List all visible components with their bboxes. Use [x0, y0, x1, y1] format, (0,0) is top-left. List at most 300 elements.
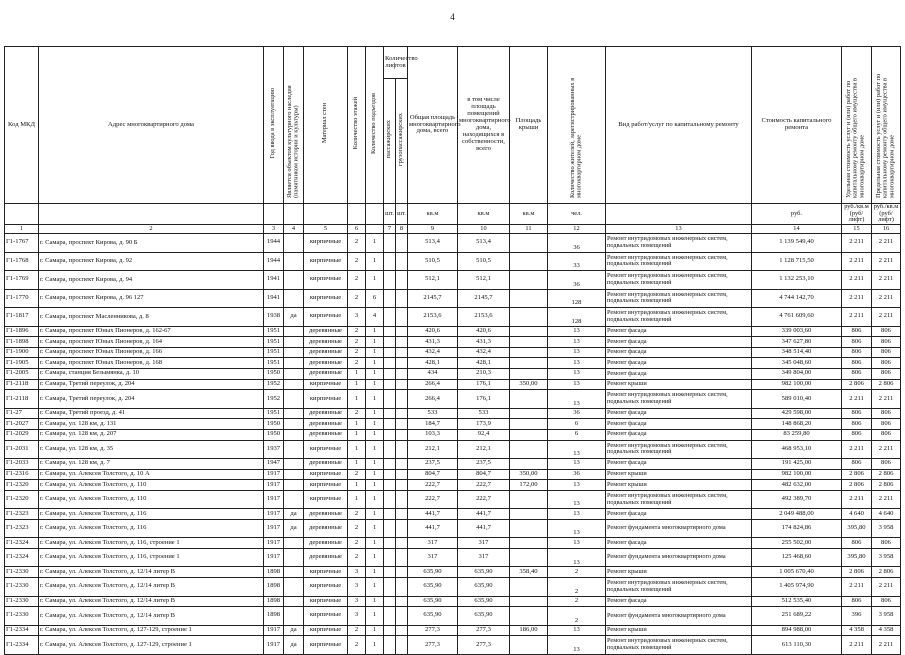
row-heritage [284, 358, 304, 369]
row-entrances: 1 [366, 234, 384, 253]
row-walls: кирпичные [304, 567, 348, 578]
row-total-area: 2145,7 [408, 289, 458, 308]
hdr-lifts-pass: пассажирских [384, 79, 396, 204]
row-heritage [284, 271, 304, 290]
row-heritage [284, 337, 304, 348]
row-walls: кирпичные [304, 480, 348, 491]
column-number: 3 [264, 225, 284, 234]
row-unit-cost: 2 806 [842, 469, 872, 480]
row-lifts-cargo [396, 509, 408, 520]
row-cost: 2 049 488,00 [752, 509, 842, 520]
row-max-cost: 2 211 [872, 490, 901, 509]
row-year: 1917 [264, 538, 284, 549]
row-lifts-cargo [396, 337, 408, 348]
row-unit-cost: 2 211 [842, 440, 872, 459]
row-residents: 13 [548, 440, 606, 459]
row-unit-cost: 395,80 [842, 519, 872, 538]
row-heritage [284, 469, 304, 480]
row-cost: 589 010,40 [752, 390, 842, 409]
row-max-cost: 2 211 [872, 308, 901, 327]
row-year: 1917 [264, 625, 284, 636]
unit-lifts-cargo: шт. [396, 204, 408, 225]
row-entrances: 1 [366, 429, 384, 440]
table-row [5, 347, 901, 358]
row-residents: 2 [548, 596, 606, 607]
row-floors: 1 [348, 480, 366, 491]
hdr-roof-area: Площадь крыши [510, 47, 548, 204]
row-code: Г1-1769 [5, 271, 39, 290]
row-lifts-pass [384, 625, 396, 636]
row-year: 1952 [264, 390, 284, 409]
row-cost: 349 804,00 [752, 369, 842, 380]
row-living-area: 176,1 [458, 390, 510, 409]
unit-cost: руб. [752, 204, 842, 225]
row-year: 1951 [264, 347, 284, 358]
table-row [5, 408, 901, 419]
row-address: г. Самара, ул. 128 км, д. 7 [39, 459, 264, 470]
table-row [5, 337, 901, 348]
row-cost: 348 514,40 [752, 347, 842, 358]
row-walls: кирпичные [304, 607, 348, 626]
row-entrances: 1 [366, 538, 384, 549]
row-total-area: 635,90 [408, 607, 458, 626]
row-lifts-pass [384, 369, 396, 380]
row-lifts-cargo [396, 469, 408, 480]
row-lifts-pass [384, 607, 396, 626]
row-address: г. Самара, ул. Алексея Толстого, д. 12/14 литер В [39, 578, 264, 597]
row-living-area: 222,7 [458, 490, 510, 509]
row-code: Г1-1768 [5, 252, 39, 271]
column-number: 11 [510, 225, 548, 234]
row-entrances: 1 [366, 369, 384, 380]
row-floors: 3 [348, 607, 366, 626]
table-row [5, 358, 901, 369]
row-max-cost: 3 958 [872, 519, 901, 538]
row-residents: 36 [548, 234, 606, 253]
row-max-cost: 2 806 [872, 379, 901, 390]
row-lifts-cargo [396, 519, 408, 538]
hdr-walls: Материал стен [304, 47, 348, 204]
row-living-area: 420,6 [458, 326, 510, 337]
table-row [5, 596, 901, 607]
row-address: г. Самара, ул. Алексея Толстого, д. 110 [39, 490, 264, 509]
row-roof-area [510, 538, 548, 549]
row-roof-area [510, 490, 548, 509]
row-max-cost: 806 [872, 337, 901, 348]
row-address: г. Самара, ул. Алексея Толстого, д. 116 [39, 519, 264, 538]
row-entrances: 1 [366, 379, 384, 390]
row-total-area: 635,90 [408, 567, 458, 578]
hdr-lifts-cargo: грузопассажирских [396, 79, 408, 204]
row-residents: 13 [548, 480, 606, 491]
row-heritage [284, 567, 304, 578]
row-cost: 339 003,60 [752, 326, 842, 337]
row-residents: 13 [548, 636, 606, 655]
column-number: 5 [304, 225, 348, 234]
row-lifts-cargo [396, 390, 408, 409]
row-total-area: 635,90 [408, 578, 458, 597]
row-year: 1952 [264, 379, 284, 390]
row-floors: 2 [348, 337, 366, 348]
row-walls: кирпичные [304, 308, 348, 327]
row-code: Г1-2033 [5, 459, 39, 470]
row-lifts-pass [384, 326, 396, 337]
row-residents: 36 [548, 469, 606, 480]
row-code: Г1-1900 [5, 347, 39, 358]
row-total-area: 804,7 [408, 469, 458, 480]
row-roof-area [510, 358, 548, 369]
row-year: 1944 [264, 252, 284, 271]
row-heritage [284, 234, 304, 253]
row-residents: 128 [548, 289, 606, 308]
row-unit-cost: 4 640 [842, 509, 872, 520]
table-row [5, 390, 901, 409]
row-lifts-pass [384, 337, 396, 348]
row-living-area: 212,1 [458, 440, 510, 459]
row-entrances: 1 [366, 419, 384, 430]
row-living-area: 277,3 [458, 636, 510, 655]
hdr-heritage: Является объектом культурного наследия (памятником истории и культуры) [284, 47, 304, 204]
row-residents: 13 [548, 459, 606, 470]
row-address: г. Самара, станция Безымянка, д. 10 [39, 369, 264, 380]
row-lifts-cargo [396, 578, 408, 597]
row-work-type: Ремонт внутридомовых инженерных систем, подвальных помещений [606, 440, 752, 459]
row-unit-cost: 2 211 [842, 234, 872, 253]
row-roof-area [510, 548, 548, 567]
row-residents: 13 [548, 326, 606, 337]
row-unit-cost: 396 [842, 607, 872, 626]
row-cost: 429 598,00 [752, 408, 842, 419]
row-living-area: 277,3 [458, 625, 510, 636]
row-work-type: Ремонт внутридомовых инженерных систем, подвальных помещений [606, 308, 752, 327]
row-entrances: 1 [366, 596, 384, 607]
table-row [5, 379, 901, 390]
row-cost: 345 048,60 [752, 358, 842, 369]
row-address: г. Самара, ул. 128 км, д. 207 [39, 429, 264, 440]
row-lifts-cargo [396, 538, 408, 549]
row-lifts-cargo [396, 625, 408, 636]
row-floors: 1 [348, 440, 366, 459]
row-walls: деревянные [304, 347, 348, 358]
row-cost: 512 535,40 [752, 596, 842, 607]
row-living-area: 441,7 [458, 509, 510, 520]
row-walls: деревянные [304, 548, 348, 567]
row-living-area: 635,90 [458, 596, 510, 607]
row-roof-area [510, 636, 548, 655]
row-year: 1917 [264, 490, 284, 509]
row-heritage [284, 369, 304, 380]
row-max-cost: 2 806 [872, 567, 901, 578]
row-floors: 2 [348, 408, 366, 419]
row-roof-area [510, 408, 548, 419]
row-code: Г1-1767 [5, 234, 39, 253]
row-year: 1950 [264, 419, 284, 430]
row-walls: деревянные [304, 358, 348, 369]
unit-roof-area: кв.м [510, 204, 548, 225]
row-lifts-cargo [396, 429, 408, 440]
row-max-cost: 806 [872, 459, 901, 470]
row-total-area: 441,7 [408, 519, 458, 538]
row-floors: 2 [348, 252, 366, 271]
row-living-area: 510,5 [458, 252, 510, 271]
row-code: Г1-2324 [5, 548, 39, 567]
hdr-total-area: Общая площадь многоквартирного дома, всего [408, 47, 458, 204]
row-total-area: 533 [408, 408, 458, 419]
row-year: 1898 [264, 567, 284, 578]
row-year: 1898 [264, 607, 284, 626]
row-cost: 347 627,80 [752, 337, 842, 348]
row-total-area: 441,7 [408, 509, 458, 520]
row-work-type: Ремонт фасада [606, 459, 752, 470]
row-year: 1917 [264, 469, 284, 480]
row-max-cost: 2 211 [872, 271, 901, 290]
row-roof-area [510, 308, 548, 327]
row-unit-cost: 395,80 [842, 548, 872, 567]
row-max-cost: 2 211 [872, 440, 901, 459]
row-lifts-pass [384, 252, 396, 271]
row-address: г. Самара, Третий переулок, д. 204 [39, 379, 264, 390]
row-cost: 174 824,86 [752, 519, 842, 538]
row-address: г. Самара, проспект Кирова, д. 94 [39, 271, 264, 290]
row-floors: 2 [348, 538, 366, 549]
row-unit-cost: 2 211 [842, 289, 872, 308]
row-heritage [284, 578, 304, 597]
row-walls: кирпичные [304, 379, 348, 390]
row-floors: 2 [348, 636, 366, 655]
row-max-cost: 2 806 [872, 480, 901, 491]
row-year: 1917 [264, 548, 284, 567]
row-total-area: 635,90 [408, 596, 458, 607]
row-max-cost: 2 211 [872, 252, 901, 271]
row-work-type: Ремонт крыши [606, 480, 752, 491]
row-total-area: 266,4 [408, 390, 458, 409]
row-entrances: 1 [366, 548, 384, 567]
hdr-floors: Количество этажей [348, 47, 366, 204]
row-code: Г1-1905 [5, 358, 39, 369]
row-code: Г1-2316 [5, 469, 39, 480]
row-year: 1951 [264, 337, 284, 348]
row-max-cost: 806 [872, 419, 901, 430]
row-residents: 13 [548, 625, 606, 636]
column-number: 10 [458, 225, 510, 234]
row-entrances: 1 [366, 440, 384, 459]
row-living-area: 317 [458, 538, 510, 549]
row-living-area: 176,1 [458, 379, 510, 390]
row-living-area: 237,5 [458, 459, 510, 470]
row-total-area: 184,7 [408, 419, 458, 430]
row-lifts-pass [384, 408, 396, 419]
row-entrances: 1 [366, 326, 384, 337]
row-walls: деревянные [304, 419, 348, 430]
row-heritage [284, 440, 304, 459]
row-lifts-pass [384, 308, 396, 327]
unit-residents: чел. [548, 204, 606, 225]
row-year: 1917 [264, 519, 284, 538]
row-lifts-cargo [396, 636, 408, 655]
row-entrances: 1 [366, 490, 384, 509]
row-lifts-cargo [396, 408, 408, 419]
row-unit-cost: 806 [842, 419, 872, 430]
row-lifts-cargo [396, 459, 408, 470]
row-lifts-pass [384, 490, 396, 509]
row-roof-area: 186,00 [510, 625, 548, 636]
row-floors: 2 [348, 347, 366, 358]
row-lifts-pass [384, 234, 396, 253]
hdr-work-type: Вид работ/услуг по капитальному ремонту [606, 47, 752, 204]
table-row [5, 429, 901, 440]
row-address: г. Самара, Третий проезд, д. 41 [39, 408, 264, 419]
row-code: Г1-2323 [5, 509, 39, 520]
row-floors: 2 [348, 469, 366, 480]
row-lifts-cargo [396, 379, 408, 390]
row-address: г. Самара, ул. Алексея Толстого, д. 10 А [39, 469, 264, 480]
unit-max-cost: руб./кв.м (руб/лифт) [872, 204, 901, 225]
row-total-area: 222,7 [408, 480, 458, 491]
row-lifts-pass [384, 271, 396, 290]
row-work-type: Ремонт внутридомовых инженерных систем, подвальных помещений [606, 234, 752, 253]
row-unit-cost: 806 [842, 358, 872, 369]
row-lifts-cargo [396, 490, 408, 509]
table-body [5, 234, 901, 655]
row-floors: 2 [348, 519, 366, 538]
row-roof-area [510, 459, 548, 470]
row-walls: деревянные [304, 509, 348, 520]
row-max-cost: 2 806 [872, 469, 901, 480]
row-max-cost: 4 358 [872, 625, 901, 636]
row-total-area: 212,1 [408, 440, 458, 459]
row-work-type: Ремонт фасада [606, 538, 752, 549]
table-row [5, 326, 901, 337]
row-year: 1917 [264, 509, 284, 520]
table-row [5, 289, 901, 308]
row-residents: 13 [548, 337, 606, 348]
row-roof-area [510, 337, 548, 348]
row-floors: 2 [348, 625, 366, 636]
row-work-type: Ремонт крыши [606, 469, 752, 480]
row-roof-area [510, 326, 548, 337]
row-code: Г1-2330 [5, 607, 39, 626]
row-roof-area [510, 271, 548, 290]
row-total-area: 277,3 [408, 625, 458, 636]
row-total-area: 512,1 [408, 271, 458, 290]
row-residents: 36 [548, 271, 606, 290]
row-cost: 148 868,20 [752, 419, 842, 430]
row-entrances: 1 [366, 337, 384, 348]
row-walls: деревянные [304, 408, 348, 419]
row-roof-area [510, 509, 548, 520]
row-walls: кирпичные [304, 636, 348, 655]
row-walls: кирпичные [304, 625, 348, 636]
row-unit-cost: 806 [842, 429, 872, 440]
row-cost: 1 139 549,40 [752, 234, 842, 253]
row-lifts-pass [384, 509, 396, 520]
unit-lifts-pass: шт. [384, 204, 396, 225]
row-cost: 251 689,22 [752, 607, 842, 626]
row-cost: 4 761 609,60 [752, 308, 842, 327]
row-unit-cost: 806 [842, 596, 872, 607]
row-unit-cost: 2 806 [842, 480, 872, 491]
row-unit-cost: 2 806 [842, 379, 872, 390]
row-address: г. Самара, ул. Алексея Толстого, д. 116 [39, 509, 264, 520]
row-residents: 13 [548, 379, 606, 390]
row-living-area: 210,3 [458, 369, 510, 380]
table-row [5, 607, 901, 626]
row-entrances: 1 [366, 509, 384, 520]
row-work-type: Ремонт фасада [606, 509, 752, 520]
row-lifts-pass [384, 379, 396, 390]
row-max-cost: 2 211 [872, 289, 901, 308]
row-residents: 6 [548, 419, 606, 430]
row-residents: 2 [548, 578, 606, 597]
row-unit-cost: 806 [842, 326, 872, 337]
hdr-residents: Количество жителей, зарегистрированных в многоквартирном доме [548, 47, 606, 204]
row-address: г. Самара, ул. 128 км, д. 35 [39, 440, 264, 459]
row-lifts-cargo [396, 252, 408, 271]
row-total-area: 513,4 [408, 234, 458, 253]
row-living-area: 635,90 [458, 567, 510, 578]
row-cost: 1 128 715,50 [752, 252, 842, 271]
row-code: Г1-1898 [5, 337, 39, 348]
row-code: Г1-2330 [5, 578, 39, 597]
row-residents: 13 [548, 358, 606, 369]
column-number: 12 [548, 225, 606, 234]
row-walls: кирпичные [304, 252, 348, 271]
row-lifts-cargo [396, 358, 408, 369]
row-total-area: 431,3 [408, 337, 458, 348]
row-work-type: Ремонт фасада [606, 358, 752, 369]
row-cost: 125 468,60 [752, 548, 842, 567]
row-entrances: 6 [366, 289, 384, 308]
table-row [5, 578, 901, 597]
row-work-type: Ремонт внутридомовых инженерных систем, подвальных помещений [606, 636, 752, 655]
row-address: г. Самара, ул. Алексея Толстого, д. 116, строение 1 [39, 538, 264, 549]
row-year: 1937 [264, 440, 284, 459]
row-max-cost: 806 [872, 538, 901, 549]
row-lifts-cargo [396, 607, 408, 626]
row-floors: 2 [348, 271, 366, 290]
row-max-cost: 806 [872, 596, 901, 607]
row-work-type: Ремонт фундамента многоквартирного дома [606, 519, 752, 538]
row-total-area: 277,3 [408, 636, 458, 655]
row-unit-cost: 806 [842, 369, 872, 380]
row-heritage: да [284, 519, 304, 538]
row-work-type: Ремонт крыши [606, 379, 752, 390]
row-work-type: Ремонт внутридомовых инженерных систем, подвальных помещений [606, 289, 752, 308]
row-lifts-pass [384, 459, 396, 470]
row-residents: 13 [548, 538, 606, 549]
row-heritage [284, 390, 304, 409]
row-year: 1898 [264, 578, 284, 597]
row-address: г. Самара, проспект Кирова, д. 96 127 [39, 289, 264, 308]
row-cost: 468 953,10 [752, 440, 842, 459]
row-roof-area: 350,00 [510, 469, 548, 480]
row-unit-cost: 806 [842, 538, 872, 549]
row-total-area: 432,4 [408, 347, 458, 358]
row-residents: 13 [548, 509, 606, 520]
row-floors: 1 [348, 390, 366, 409]
row-lifts-pass [384, 538, 396, 549]
table-row [5, 480, 901, 491]
row-cost: 613 110,30 [752, 636, 842, 655]
row-heritage [284, 326, 304, 337]
row-heritage [284, 538, 304, 549]
row-lifts-cargo [396, 326, 408, 337]
row-cost: 1 132 253,10 [752, 271, 842, 290]
row-heritage [284, 429, 304, 440]
row-floors: 2 [348, 509, 366, 520]
row-roof-area [510, 234, 548, 253]
row-residents: 13 [548, 548, 606, 567]
